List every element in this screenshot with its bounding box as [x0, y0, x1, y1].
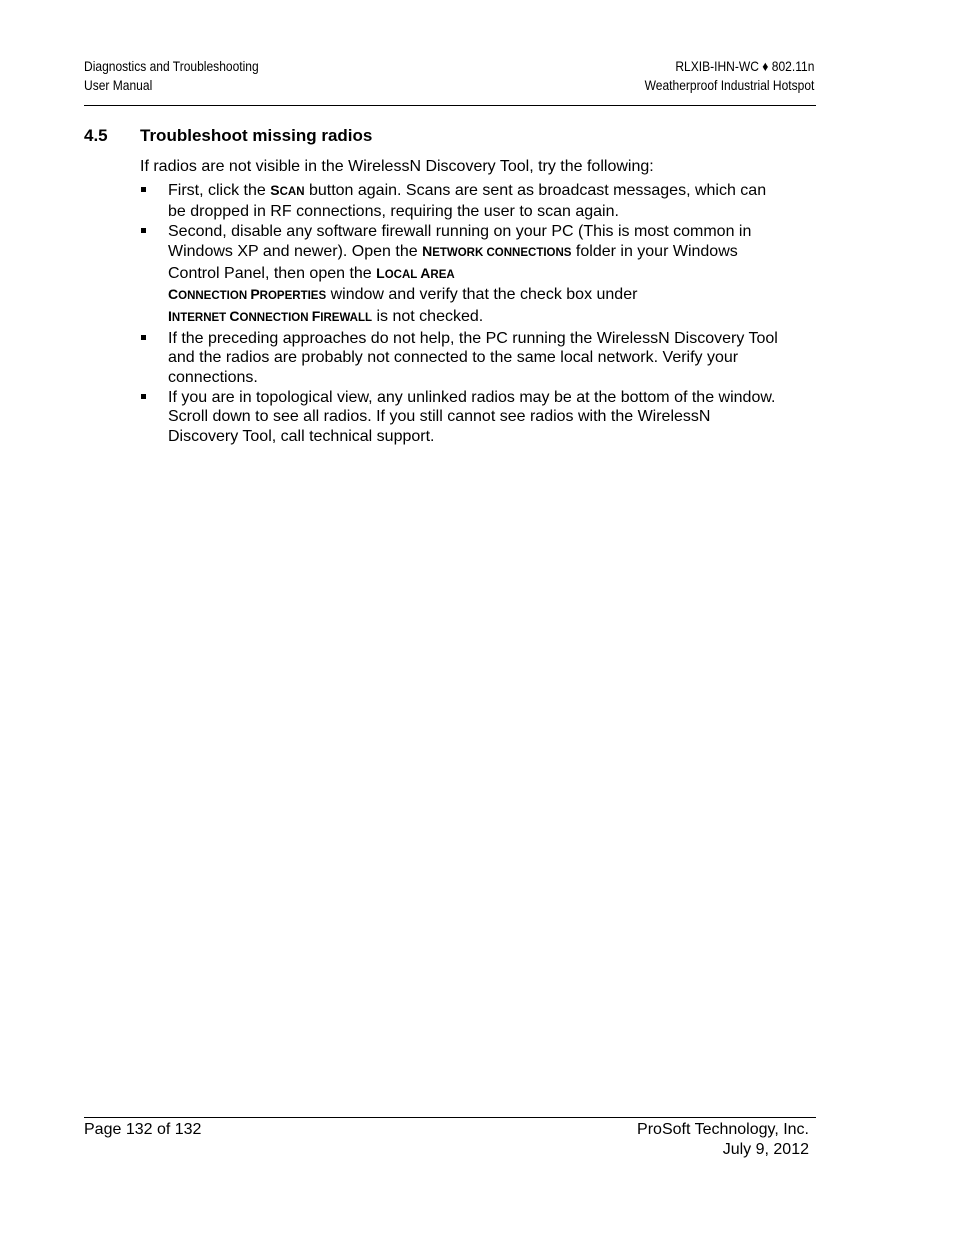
- item-text: If you are in topological view, any unlinked radios may be at the bottom of the window. Scroll down to see all radios. If you still cannot see radios with the WirelessN Discovery Tool, call technical support.: [168, 388, 776, 446]
- section-heading: [84, 126, 372, 146]
- item-text: is not checked.: [372, 307, 484, 325]
- header-right: [644, 57, 814, 95]
- item-text: Second, disable any software firewall running on your PC (This is most common in Windows XP and newer). Open the: [168, 223, 752, 260]
- footer-right: [637, 1120, 809, 1159]
- item-text: button again. Scans are sent as broadcast messages, which can be dropped in RF connections, requiring the user to scan again.: [168, 181, 767, 221]
- item-text: If the preceding approaches do not help, the PC running the WirelessN Discovery Tool and the radios are probably not connected to the same local network. Verify your connections.: [168, 329, 778, 387]
- company-name: ProSoft Technology, Inc.: [637, 1121, 809, 1138]
- publish-date: July 9, 2012: [722, 1140, 809, 1158]
- item-text: window and verify that the check box under: [326, 286, 638, 304]
- troubleshoot-list: [140, 181, 780, 447]
- list-item: [140, 329, 780, 388]
- local-area-connection-properties-ref: LOCAL AREA CONNECTION PROPERTIES: [168, 264, 455, 303]
- header-product: RLXIB-IHN-WC ♦ 802.11n: [674, 58, 814, 74]
- intro-paragraph: If radios are not visible in the WirelessN Discovery Tool, try the following:: [140, 158, 654, 175]
- square-bullet-icon: [141, 187, 146, 192]
- network-connections-ref: NETWORK CONNECTIONS: [422, 242, 572, 259]
- header-doc-type: User Manual: [84, 77, 153, 93]
- list-item: [140, 181, 780, 222]
- square-bullet-icon: [141, 335, 146, 340]
- section-title: Troubleshoot missing radios: [140, 126, 373, 145]
- page-number: Page 132 of 132: [84, 1121, 202, 1138]
- header-product-desc: Weatherproof Industrial Hotspot: [644, 77, 814, 93]
- item-text: folder in your Windows Control Panel, then open the: [168, 242, 738, 282]
- square-bullet-icon: [141, 394, 146, 399]
- header-chapter: Diagnostics and Troubleshooting: [84, 58, 259, 74]
- header-left: [84, 57, 259, 95]
- square-bullet-icon: [141, 228, 146, 233]
- section-number: 4.5: [84, 126, 108, 145]
- list-item: [140, 222, 780, 329]
- scan-button-ref: SCAN: [270, 181, 305, 198]
- section-body: [140, 157, 780, 447]
- list-item: [140, 388, 780, 447]
- footer-divider: [84, 1117, 816, 1118]
- internet-connection-firewall-ref: INTERNET CONNECTION FIREWALL: [168, 307, 373, 324]
- header-divider: [84, 105, 816, 106]
- item-text: First, click the: [168, 181, 271, 199]
